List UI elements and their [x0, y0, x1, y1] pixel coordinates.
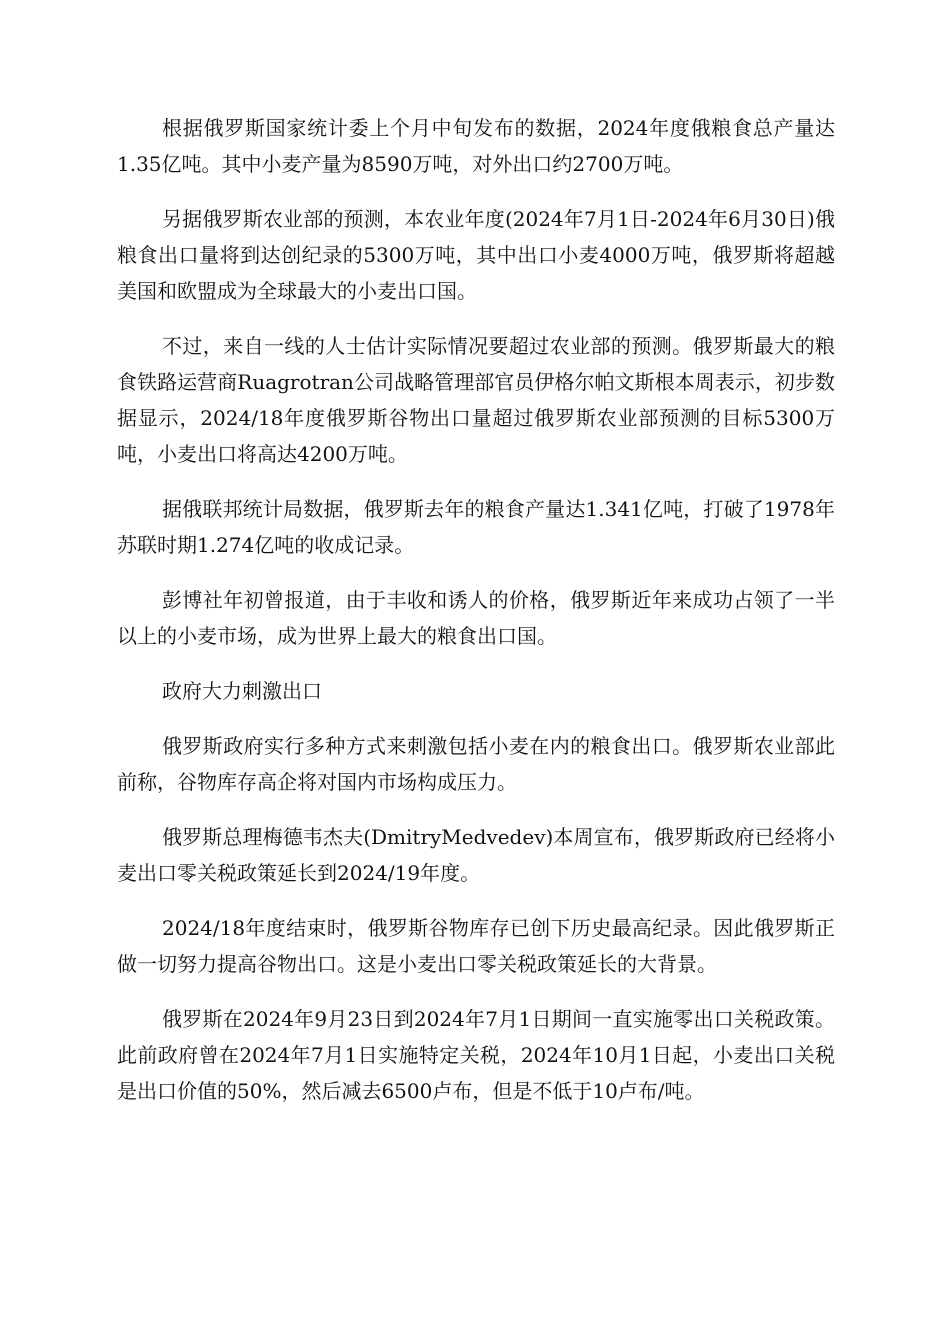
paragraph-record-stocks: 2024/18年度结束时，俄罗斯谷物库存已创下历史最高纪录。因此俄罗斯正做一切努力提高谷物出口。这是小麦出口零关税政策延长的大背景。 [117, 916, 835, 976]
paragraph-export-stimulus: 俄罗斯政府实行多种方式来刺激包括小麦在内的粮食出口。俄罗斯农业部此前称，谷物库存高企将对国内市场构成压力。 [117, 734, 835, 794]
paragraph-bloomberg-report: 彭博社年初曾报道，由于丰收和诱人的价格，俄罗斯近年来成功占领了一半以上的小麦市场，成为世界上最大的粮食出口国。 [117, 588, 835, 648]
paragraph-grain-output: 根据俄罗斯国家统计委上个月中旬发布的数据，2024年度俄粮食总产量达1.35亿吨。其中小麦产量为8590万吨，对外出口约2700万吨。 [117, 116, 835, 176]
paragraph-zero-tariff-extension: 俄罗斯总理梅德韦杰夫(DmitryMedvedev)本周宣布，俄罗斯政府已经将小麦出口零关税政策延长到2024/19年度。 [117, 825, 835, 885]
paragraph-ministry-forecast: 另据俄罗斯农业部的预测，本农业年度(2024年7月1日-2024年6月30日)俄粮食出口量将到达创纪录的5300万吨，其中出口小麦4000万吨，俄罗斯将超越美国和欧盟成为全球最大的小麦出口国。 [117, 207, 835, 303]
paragraph-industry-estimate: 不过，来自一线的人士估计实际情况要超过农业部的预测。俄罗斯最大的粮食铁路运营商Ruagrotran公司战略管理部官员伊格尔帕文斯根本周表示，初步数据显示，2024/18年度俄罗斯谷物出口量超过俄罗斯农业部预测的目标5300万吨，小麦出口将高达4200万吨。 [117, 334, 835, 466]
paragraph-statistics-record: 据俄联邦统计局数据，俄罗斯去年的粮食产量达1.341亿吨，打破了1978年苏联时期1.274亿吨的收成记录。 [117, 497, 835, 557]
paragraph-tariff-history: 俄罗斯在2024年9月23日到2024年7月1日期间一直实施零出口关税政策。此前政府曾在2024年7月1日实施特定关税，2024年10月1日起，小麦出口关税是出口价值的50%，然后减去6500卢布，但是不低于10卢布/吨。 [117, 1007, 835, 1103]
document-page [117, 110, 835, 1128]
section-heading: 政府大力刺激出口 [162, 679, 322, 703]
